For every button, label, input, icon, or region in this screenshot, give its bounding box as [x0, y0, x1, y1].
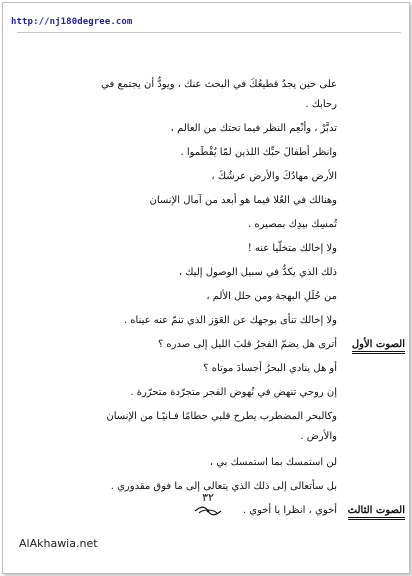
section-label-third: الصوت الثالث	[347, 505, 405, 516]
text-line: ولا إخالك تنأى بوجهك عن العَوَز الذي تنمّ عنه عيناه .	[123, 315, 337, 326]
text-line: تدبَّرْ ، وأنْعِم النظر فيما تحتك من العالم ،	[170, 123, 337, 134]
text-line: تُمسِك بيدِك بمصيره .	[248, 219, 337, 230]
text-line: والأرض .	[300, 431, 337, 442]
text-line: بل سأتعالى إلى ذلك الذي يتعالى إلى ما فوق مقدوري .	[110, 481, 337, 492]
decorative-flourish-icon	[193, 505, 223, 517]
page-frame	[2, 2, 410, 574]
page-number: ٣٢	[202, 491, 214, 504]
section-label-first: الصوت الأول	[351, 339, 405, 350]
footer-site-name[interactable]: AlAkhawia.net	[19, 537, 98, 550]
text-line: على حين يجدُ قطيعُكَ في البحث عنك ، ويودُّ أن يجتمع في	[101, 79, 337, 90]
text-line: لن استمسك بما استمسك بي ،	[209, 457, 337, 468]
text-line: ذلك الذي يكدُّ في سبيل الوصول إليك ،	[178, 267, 337, 278]
text-line: الأرض مهادُكَ والأرض عرشُكَ ،	[211, 171, 337, 182]
text-line: وهنالك في العُلا فيما هو أبعد من آمال الإنسان	[149, 195, 337, 206]
page-url[interactable]: http://nj180degree.com	[11, 17, 133, 27]
header-divider	[17, 32, 401, 33]
text-line: أترى هل يضمّ الفجرُ قلبَ الليل إلى صدره ؟	[157, 339, 337, 350]
text-line: وكالبحر المضطرب يطرح قلبي حطامًا فـانيًـا من الإنسان	[106, 411, 337, 422]
text-line: أو هل ينادي البحرُ أجسادَ موتاه ؟	[203, 363, 337, 374]
text-line: رحابك .	[305, 99, 337, 110]
text-line: أخوي ، انظرا يا أخوي .	[242, 505, 337, 516]
text-line: إن روحي تنهض في نُهوض الفجر متجرّدة متحرّرة .	[130, 387, 337, 398]
text-line: ولا إخالك متخلّيا عنه !	[247, 243, 337, 254]
text-line: وانظر أطفالَ حبِّك اللذين لمّا يُفْطَموا .	[180, 147, 337, 158]
text-line: من حُلَلِ البهجة ومن حلل الألم ،	[206, 291, 337, 302]
